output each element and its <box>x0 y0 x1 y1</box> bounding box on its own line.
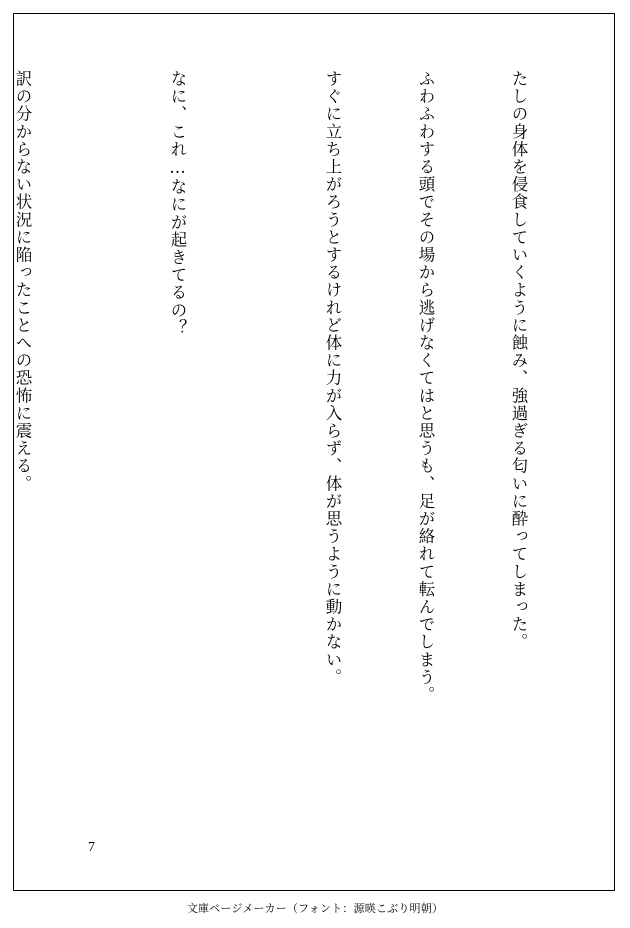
body-line: たしの身体を侵食していくように蝕み、強過ぎる匂いに酔ってしまった。 <box>509 70 528 651</box>
page-border <box>13 13 615 891</box>
page-number: 7 <box>88 840 95 855</box>
body-line: ふわふわする頭でその場から逃げなくてはと思うも、足が絡れて転んでしまう。 <box>416 70 435 704</box>
vertical-body-text <box>13 70 596 830</box>
body-line: すぐに立ち上がろうとするけれど体に力が入らず、体が思うように動かない。 <box>323 70 342 686</box>
body-line: なに、これ…なにが起きてるの？ <box>168 70 187 337</box>
body-line: 訳の分からない状況に陥ったことへの恐怖に震える。 <box>13 70 32 493</box>
footer-credit: 文庫ページメーカー（フォント：源暎こぶり明朝） <box>186 902 444 915</box>
